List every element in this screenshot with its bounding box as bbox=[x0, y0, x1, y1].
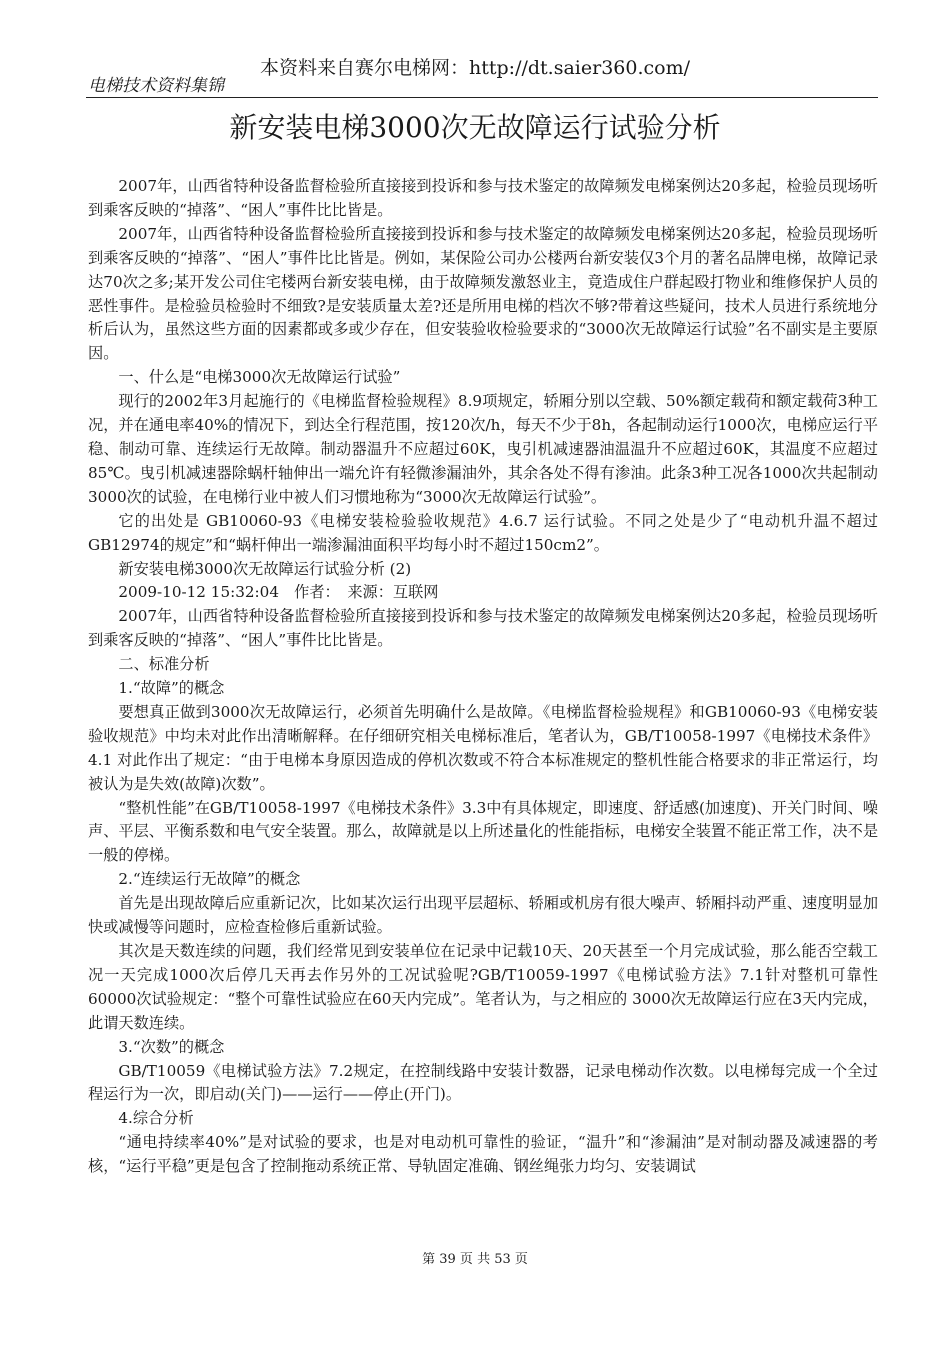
subsection-heading: 2.“连续运行无故障”的概念 bbox=[118, 870, 301, 889]
header-rule bbox=[86, 97, 878, 98]
paragraph: 2007年，山西省特种设备监督检验所直接接到投诉和参与技术鉴定的故障频发电梯案例达20多起，检验员现场听到乘客反映的“掉落”、“困人”事件比比皆是。 bbox=[88, 607, 878, 650]
paragraph: “整机性能”在GB/T10058-1997《电梯技术条件》3.3中有具体规定，即速度、舒适感(加速度)、开关门时间、噪声、平层、平衡系数和电气安全装置。那么，故障就是以上所述量化的性能指标，电梯安全装置不能正常工作，决不是一般的停梯。 bbox=[88, 798, 878, 865]
document-title: 新安装电梯3000次无故障运行试验分析 bbox=[229, 111, 721, 144]
subsection-heading: 4.综合分析 bbox=[118, 1109, 194, 1128]
paragraph: GB/T10059《电梯试验方法》7.2规定，在控制线路中安装计数器，记录电梯动作次数。以电梯每完成一个全过程运行为一次，即启动(关门)——运行——停止(开门)。 bbox=[88, 1061, 878, 1104]
running-head: 电梯技术资料集锦 bbox=[88, 76, 224, 96]
section-heading: 一、什么是“电梯3000次无故障运行试验” bbox=[118, 368, 401, 387]
source-banner: 本资料来自赛尔电梯网：http://dt.saier360.com/ bbox=[260, 57, 690, 79]
paragraph: 要想真正做到3000次无故障运行，必须首先明确什么是故障。《电梯监督检验规程》和GB10060-93《电梯安装验收规范》中均未对此作出清晰解释。在仔细研究相关电梯标准后，笔者认为，GB/T10058-1997《电梯技术条件》4.1 对此作出了规定：“由于电梯本身原因造成的停机次数或不符合本标准规定的整机性能合格要求的非正常运行，均被认为是失效(故障)次数”。 bbox=[88, 702, 878, 793]
article-meta: 2009-10-12 15:32:04 作者： 来源：互联网 bbox=[118, 583, 439, 602]
article-repeat-title: 新安装电梯3000次无故障运行试验分析 (2) bbox=[118, 559, 412, 578]
document-body bbox=[88, 175, 878, 1179]
subsection-heading: 3.“次数”的概念 bbox=[118, 1037, 225, 1056]
subsection-heading: 1.“故障”的概念 bbox=[118, 679, 225, 698]
paragraph: “通电持续率40%”是对试验的要求，也是对电动机可靠性的验证，“温升”和“渗漏油”是对制动器及减速器的考核，“运行平稳”更是包含了控制拖动系统正常、导轨固定准确、钢丝绳张力均匀、安装调试 bbox=[88, 1133, 878, 1176]
section-heading: 二、标准分析 bbox=[118, 655, 210, 674]
page-footer: 第 39 页 共 53 页 bbox=[422, 1252, 528, 1267]
paragraph: 现行的2002年3月起施行的《电梯监督检验规程》8.9项规定，轿厢分别以空载、50%额定载荷和额定载荷3种工况，并在通电率40%的情况下，到达全行程范围，按120次/h，每天不少于8h，各起制动运行1000次，电梯应运行平稳、制动可靠、连续运行无故障。制动器温升不应超过60K，曳引机减速器油温温升不应超过60K，其温度不应超过85℃。曳引机减速器除蜗杆轴伸出一端允许有轻微渗漏油外，其余各处不得有渗油。此条3种工况各1000次共起制动3000次的试验，在电梯行业中被人们习惯地称为“3000次无故障运行试验”。 bbox=[88, 392, 878, 506]
paragraph: 其次是天数连续的问题，我们经常见到安装单位在记录中记载10天、20天甚至一个月完成试验，那么能否空载工况一天完成1000次后停几天再去作另外的工况试验呢?GB/T10059-1997《电梯试验方法》7.1针对整机可靠性60000次试验规定：“整个可靠性试验应在60天内完成”。笔者认为，与之相应的 3000次无故障运行应在3天内完成，此谓天数连续。 bbox=[88, 942, 878, 1032]
paragraph: 2007年，山西省特种设备监督检验所直接接到投诉和参与技术鉴定的故障频发电梯案例达20多起，检验员现场听到乘客反映的“掉落”、“困人”事件比比皆是。例如，某保险公司办公楼两台新安装仅3个月的著名品牌电梯，故障记录达70次之多;某开发公司住宅楼两台新安装电梯，由于故障频发激怒业主，竟造成住户群起殴打物业和维修保护人员的恶性事件。是检验员检验时不细致?是安装质量太差?还是所用电梯的档次不够?带着这些疑问，技术人员进行系统地分析后认为，虽然这些方面的因素都或多或少存在，但安装验收检验要求的“3000次无故障运行试验”名不副实是主要原因。 bbox=[88, 224, 878, 363]
paragraph: 2007年，山西省特种设备监督检验所直接接到投诉和参与技术鉴定的故障频发电梯案例达20多起，检验员现场听到乘客反映的“掉落”、“困人”事件比比皆是。 bbox=[88, 177, 878, 219]
paragraph: 它的出处是 GB10060-93《电梯安装检验验收规范》4.6.7 运行试验。不同之处是少了“电动机升温不超过GB12974的规定”和“蜗杆伸出一端渗漏油面积平均每小时不超过150cm2”。 bbox=[88, 511, 878, 554]
paragraph: 首先是出现故障后应重新记次，比如某次运行出现平层超标、轿厢或机房有很大噪声、轿厢抖动严重、速度明显加快或减慢等问题时，应检查检修后重新试验。 bbox=[88, 894, 878, 937]
